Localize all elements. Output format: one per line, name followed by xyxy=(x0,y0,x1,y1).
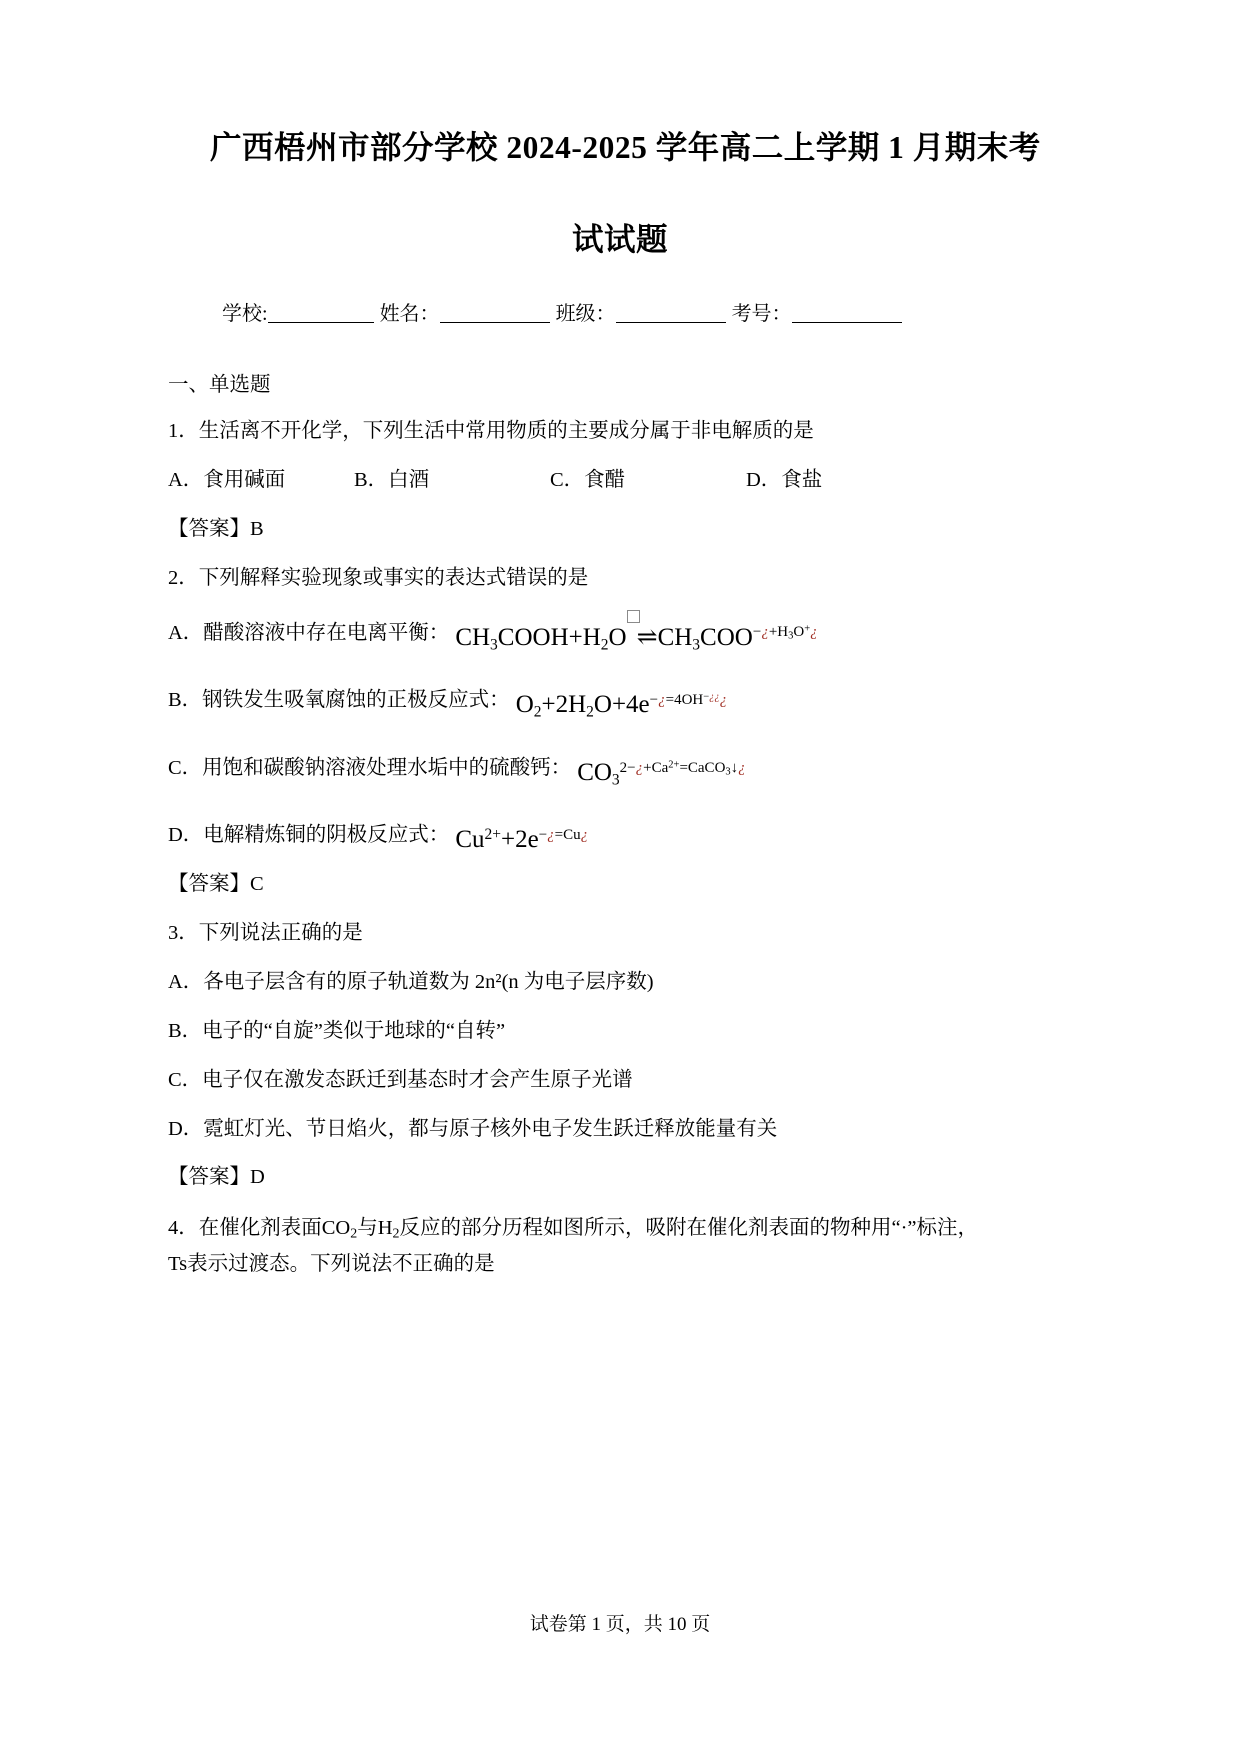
eq-b-sup-minus2: − xyxy=(703,691,710,703)
eq-b-sup-u: ¿¿ xyxy=(709,691,720,703)
school-input-blank[interactable] xyxy=(268,322,374,323)
eq-a-left2: COOH+H xyxy=(497,623,601,651)
identity-fields-row xyxy=(0,301,1240,327)
eq-a-err-2: ¿ xyxy=(810,624,818,641)
question-1-options xyxy=(168,465,1130,496)
eq-b-mid2: O+4e xyxy=(593,691,650,719)
question-3-option-b[interactable]: B．电子的“自旋”类似于地球的“自转” xyxy=(168,1020,506,1043)
question-1-answer-value: B xyxy=(250,518,264,541)
eq-a-right2: COO xyxy=(700,623,753,651)
eq-a-right: CH xyxy=(657,623,693,651)
eq-d-main-sup: 2+ xyxy=(484,826,501,844)
question-4-text-part-1: 在催化剂表面CO xyxy=(198,1217,351,1240)
eq-b-superscript-tail xyxy=(650,692,728,708)
eq-b-err-1: ¿ xyxy=(658,691,666,708)
eq-a-left-sub: 3 xyxy=(490,635,498,653)
eq-a-sup-o: O xyxy=(793,624,805,641)
eq-c-rest-sup: 2+ xyxy=(668,758,680,770)
question-2-option-a-label: A．醋酸溶液中存在电离平衡： xyxy=(168,621,450,644)
question-3-number: 3． xyxy=(168,921,199,944)
eq-d-err-2: ¿ xyxy=(580,827,589,844)
eq-c-eq: =CaCO xyxy=(679,759,726,776)
question-1-option-a[interactable]: A．食用碱面 xyxy=(168,469,286,492)
school-label: 学校: xyxy=(222,303,268,325)
question-3-option-d[interactable]: D．霓虹灯光、节日焰火，都与原子核外电子发生跃迁释放能量有关 xyxy=(168,1117,778,1140)
equation-carbonate-calcium xyxy=(577,754,745,792)
eq-b-sup-eq: =4OH xyxy=(665,691,704,708)
eq-b-main: O xyxy=(515,691,534,719)
equilibrium-arrow-icon: ⇌ xyxy=(636,623,658,651)
page-title xyxy=(210,0,1041,257)
name-input-blank[interactable] xyxy=(440,322,550,323)
eq-c-superscript-tail xyxy=(620,760,746,776)
question-1-option-c[interactable]: C．食醋 xyxy=(550,469,626,492)
class-input-blank[interactable] xyxy=(616,322,726,323)
eq-a-sup-plus: + xyxy=(804,623,811,635)
class-label: 班级： xyxy=(555,303,616,325)
precipitate-arrow-icon: ↓ xyxy=(730,759,739,776)
question-4-text-part-2: 与H xyxy=(357,1217,393,1240)
question-4-sub-2: 2 xyxy=(392,1226,400,1242)
question-2-answer-value: C xyxy=(250,872,264,895)
eq-b-sup-minus: − xyxy=(649,691,659,708)
question-3-answer-label: 【答案】 xyxy=(168,1166,250,1189)
page-footer: 试卷第 1 页，共 10 页 xyxy=(529,1614,711,1635)
question-2-option-a[interactable] xyxy=(168,613,1130,651)
question-2-answer xyxy=(168,869,1130,900)
question-4-stem-line-2: Ts表示过渡态。下列说法不正确的是 xyxy=(168,1252,495,1275)
title-line-1: 广西梧州市部分学校 2024-2025 学年高二上学期 1 月期末考 xyxy=(210,130,1041,165)
question-2-option-b[interactable] xyxy=(168,680,1130,721)
eq-a-sup-sub: 3 xyxy=(788,631,794,642)
eq-d-eq: =Cu xyxy=(554,827,581,844)
question-3-option-a[interactable]: A．各电子层含有的原子轨道数为 2n²(n 为电子层序数) xyxy=(168,971,654,994)
eq-a-err-1: ¿ xyxy=(761,624,769,641)
question-2-number: 2． xyxy=(168,566,199,589)
question-1-option-d[interactable]: D．食盐 xyxy=(746,469,823,492)
question-4-stem-line-1 xyxy=(168,1211,1130,1246)
eq-c-charge: 2− xyxy=(619,759,636,776)
question-2-answer-label: 【答案】 xyxy=(168,872,250,895)
question-3-text: 下列说法正确的是 xyxy=(198,921,363,944)
class-field xyxy=(556,303,726,325)
exam-no-field xyxy=(732,303,902,325)
question-2-option-b-label: B．钢铁发生吸氧腐蚀的正极反应式： xyxy=(168,689,510,712)
section-heading: 一、单选题 xyxy=(168,374,271,396)
question-2-option-c-label: C．用饱和碳酸钠溶液处理水垢中的硫酸钙： xyxy=(168,756,572,779)
eq-b-mid-sub: 2 xyxy=(586,703,594,721)
question-3-option-c[interactable]: C．电子仅在激发态跃迁到基态时才会产生原子光谱 xyxy=(168,1068,633,1091)
eq-b-err-2: ¿ xyxy=(719,691,728,708)
exam-no-label: 考号： xyxy=(731,303,792,325)
equation-oxygen-corrosion xyxy=(516,686,727,724)
question-4-number: 4． xyxy=(168,1217,199,1240)
eq-a-sup-minus: − xyxy=(752,624,762,641)
eq-a-left3: O xyxy=(608,623,627,651)
eq-a-sup-mid: +H xyxy=(768,624,789,641)
eq-d-superscript-tail xyxy=(539,827,588,843)
name-field xyxy=(380,303,550,325)
question-1-number: 1． xyxy=(168,419,199,442)
eq-c-rest: +Ca xyxy=(643,759,669,776)
eq-d-sup-minus: − xyxy=(538,827,548,844)
eq-a-left2-sub: 2 xyxy=(600,635,609,653)
name-label: 姓名： xyxy=(379,303,440,325)
eq-a-left: CH xyxy=(455,623,491,651)
title-line-2: 试试题 xyxy=(571,221,668,257)
eq-a-right-sub: 3 xyxy=(692,635,701,653)
eq-c-main-sub: 3 xyxy=(611,771,620,789)
question-1-text: 生活离不开化学，下列生活中常用物质的主要成分属于非电解质的是 xyxy=(198,419,814,442)
question-3-answer xyxy=(168,1162,1130,1193)
question-2-option-d[interactable] xyxy=(168,815,1130,853)
equation-acetic-dissociation xyxy=(455,619,817,657)
eq-b-main-sub: 2 xyxy=(533,703,542,721)
equation-copper-cathode xyxy=(455,821,588,859)
question-3-answer-value: D xyxy=(250,1166,265,1189)
question-2-stem xyxy=(168,563,1130,595)
question-4-sub-1: 2 xyxy=(350,1226,358,1242)
eq-d-err-1: ¿ xyxy=(547,827,555,844)
question-2-option-d-label: D．电解精炼铜的阴极反应式： xyxy=(168,824,450,847)
question-1-answer-label: 【答案】 xyxy=(168,518,250,541)
school-field xyxy=(222,303,374,325)
exam-body xyxy=(0,373,1240,1282)
eq-c-main: CO xyxy=(577,758,612,786)
eq-d-mid: +2e xyxy=(501,826,539,854)
question-1-option-b[interactable]: B．白酒 xyxy=(354,469,430,492)
eq-c-err-2: ¿ xyxy=(738,759,746,776)
eq-c-eq-sub: 3 xyxy=(725,766,731,778)
exam-no-input-blank[interactable] xyxy=(792,322,902,323)
eq-b-mid: +2H xyxy=(541,691,587,719)
question-1-answer xyxy=(168,514,1130,545)
eq-d-main: Cu xyxy=(455,826,485,854)
question-4-text-part-3: 反应的部分历程如图所示，吸附在催化剂表面的物种用“·”标注， xyxy=(399,1217,979,1240)
question-2-option-c[interactable] xyxy=(168,748,1130,789)
question-2-text: 下列解释实验现象或事实的表达式错误的是 xyxy=(198,566,589,589)
question-3-stem xyxy=(168,918,1130,950)
empty-box-glyph xyxy=(627,610,640,623)
question-1-stem xyxy=(168,416,1130,448)
eq-c-err-1: ¿ xyxy=(635,759,644,776)
eq-a-superscript-tail xyxy=(753,624,818,640)
